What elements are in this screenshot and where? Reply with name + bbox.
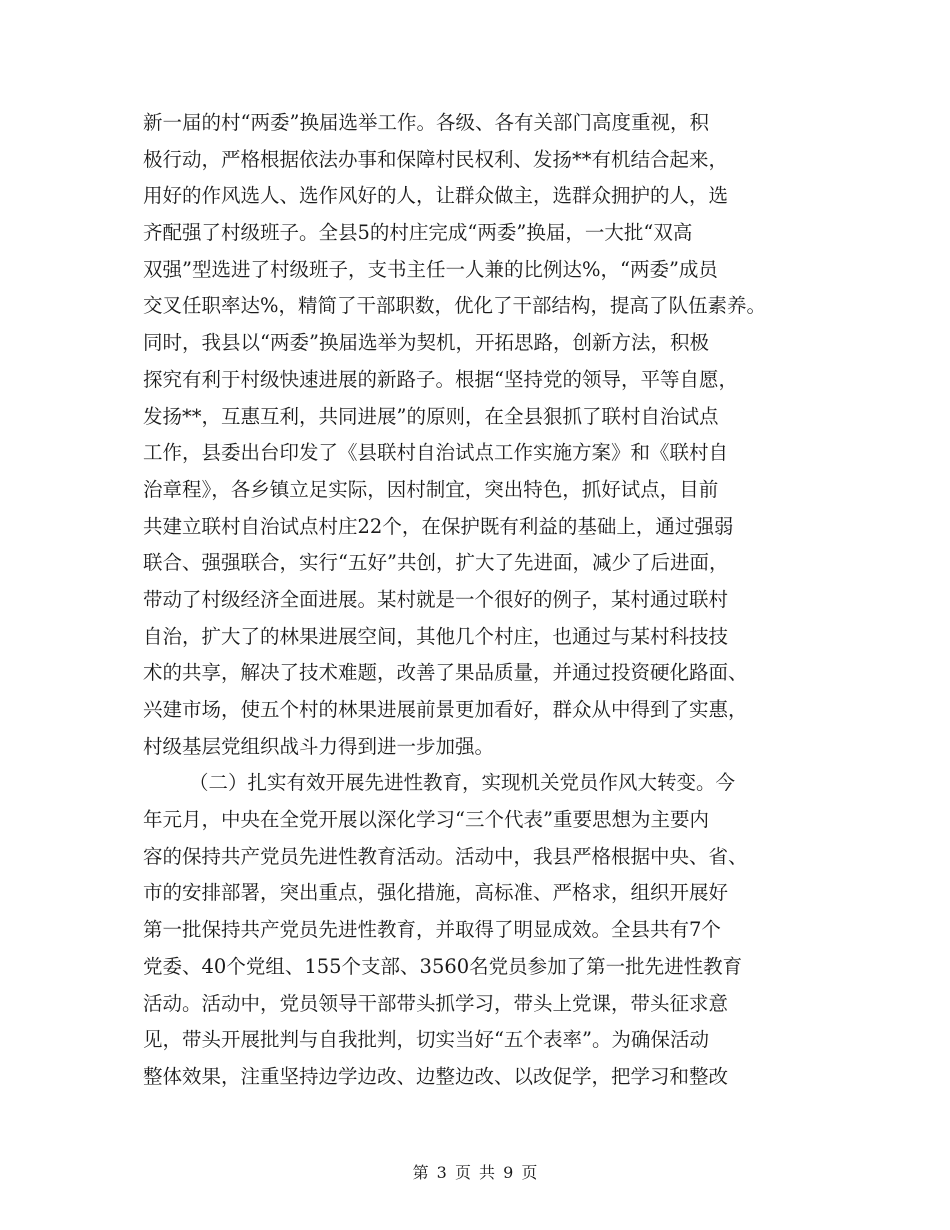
text-line: 极行动，严格根据依法办事和保障村民权利、发扬**有机结合起来， bbox=[143, 147, 729, 171]
text-line: 齐配强了村级班子。全县5的村庄完成“两委”换届，一大批“双高 bbox=[143, 221, 693, 245]
text-line: 同时，我县以“两委”换届选举为契机，开拓思路，创新方法，积极 bbox=[143, 331, 709, 355]
text-line: 发扬**，互惠互利，共同进展”的原则，在全县狠抓了联村自治试点 bbox=[143, 404, 719, 428]
text-line: 自治，扩大了的林果进展空间，其他几个村庄，也通过与某村科技技 bbox=[143, 624, 729, 648]
text-line: 工作，县委出台印发了《县联村自治试点工作实施方案》和《联村自 bbox=[143, 441, 729, 465]
text-line: 带动了村级经济全面进展。某村就是一个很好的例子，某村通过联村 bbox=[143, 587, 729, 611]
text-line: 第一批保持共产党员先进性教育，并取得了明显成效。全县共有7个 bbox=[143, 918, 721, 942]
text-line: 党委、40个党组、155个支部、3560名党员参加了第一批先进性教育 bbox=[143, 954, 743, 978]
paragraph-heading-line: （二）扎实有效开展先进性教育，实现机关党员作风大转变。今 bbox=[189, 771, 736, 795]
text-line: 术的共享，解决了技术难题，改善了果品质量，并通过投资硬化路面、 bbox=[143, 661, 748, 685]
text-line: 容的保持共产党员先进性教育活动。活动中，我县严格根据中央、省、 bbox=[143, 844, 748, 868]
text-line: 兴建市场，使五个村的林果进展前景更加看好，群众从中得到了实惠， bbox=[143, 698, 748, 721]
text-line: 双强”型选进了村级班子，支书主任一人兼的比例达%，“两委”成员 bbox=[143, 257, 718, 281]
text-line: 年元月，中央在全党开展以深化学习“三个代表”重要思想为主要内 bbox=[143, 808, 709, 832]
page-number-footer: 第 3 页 共 9 页 bbox=[412, 1163, 538, 1182]
text-line: 联合、强强联合，实行“五好”共创，扩大了先进面，减少了后进面， bbox=[143, 551, 729, 575]
text-line: 探究有利于村级快速进展的新路子。根据“坚持党的领导，平等自愿， bbox=[143, 367, 738, 391]
text-line: 共建立联村自治试点村庄22个，在保护既有利益的基础上，通过强弱 bbox=[143, 514, 734, 538]
text-line: 市的安排部署，突出重点，强化措施，高标准、严格求，组织开展好 bbox=[143, 881, 729, 905]
text-line: 村级基层党组织战斗力得到进一步加强。 bbox=[143, 734, 495, 758]
text-line: 治章程》，各乡镇立足实际，因村制宜，突出特色，抓好试点，目前 bbox=[143, 477, 719, 501]
text-line: 新一届的村“两委”换届选举工作。各级、各有关部门高度重视，积 bbox=[143, 111, 709, 134]
body-text bbox=[143, 105, 833, 1096]
text-line: 用好的作风选人、选作风好的人，让群众做主，选群众拥护的人，选 bbox=[143, 184, 729, 208]
text-line: 见，带头开展批判与自我批判，切实当好“五个表率”。为确保活动 bbox=[143, 1028, 709, 1052]
text-line: 交叉任职率达%，精简了干部职数，优化了干部结构，提高了队伍素养。 bbox=[143, 294, 767, 318]
text-line: 活动。活动中，党员领导干部带头抓学习，带头上党课，带头征求意 bbox=[143, 991, 729, 1015]
text-line: 整体效果，注重坚持边学边改、边整边改、以改促学，把学习和整改 bbox=[143, 1064, 729, 1088]
